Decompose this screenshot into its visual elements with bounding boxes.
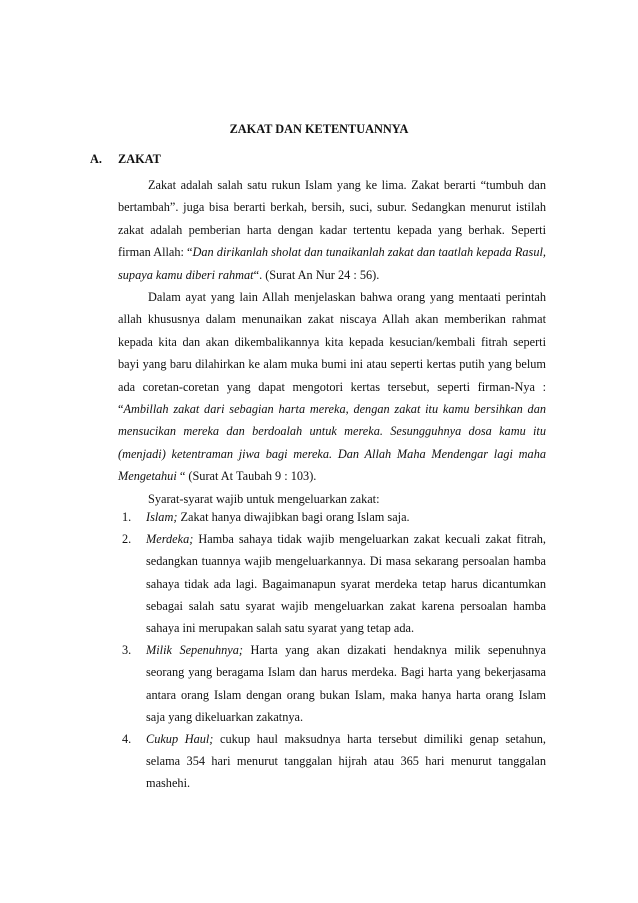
condition-term: Islam; [146, 510, 178, 524]
section-body [118, 174, 546, 510]
paragraph-conditions-intro: Syarat-syarat wajib untuk mengeluarkan zakat: [148, 491, 380, 506]
condition-text: Hamba sahaya tidak wajib mengeluarkan zakat kecuali zakat fitrah, sedangkan tuannya wajib mengeluarkannya. Di masa sekarang persoalan hamba sahaya tidak ada lagi. Bagaimanapun syarat merdeka tetap harus dicantumkan sebagai salah satu syarat wajib mengeluarkan zakat karena persoalan hamba sahaya ini merupakan salah satu syarat yang tetap ada. [146, 532, 546, 636]
quran-quote: Dan dirikanlah sholat dan tunaikanlah zakat dan taatlah kepada Rasul, supaya kamu diberi rahmat [118, 245, 546, 282]
condition-term: Merdeka; [146, 532, 194, 547]
paragraph-explanation [118, 286, 546, 488]
quote-citation: “. (Surat An Nur 24 : 56). [253, 267, 380, 282]
conditions-list [118, 506, 546, 795]
list-number: 3. [122, 643, 132, 658]
list-item [118, 528, 546, 639]
list-number: 4. [122, 732, 132, 747]
condition-term: Cukup Haul; [146, 732, 214, 747]
list-item [118, 506, 546, 528]
quran-quote: Ambillah zakat dari sebagian harta mereka, dengan zakat itu kamu bersihkan dan mensucikan mereka dan berdoalah untuk mereka. Sesungguhnya dosa kamu itu (menjadi) ketentraman jiwa bagi mereka. Dan Allah Maha Mendengar lagi maha Mengetahui [118, 402, 546, 484]
section-title: ZAKAT [118, 152, 161, 166]
quote-citation: “ (Surat At Taubah 9 : 103). [176, 469, 317, 484]
list-number: 2. [122, 532, 132, 547]
condition-text: cukup haul maksudnya harta tersebut dimiliki genap setahun, selama 354 hari menurut tanggalan hijrah atau 365 hari menurut tanggalan mashehi. [146, 732, 546, 791]
section-letter: A. [90, 152, 102, 166]
paragraph-text: Zakat adalah salah satu rukun Islam yang ke lima. Zakat berarti “tumbuh dan bertambah”. juga bisa berarti berkah, bersih, suci, subur. Sedangkan menurut istilah zakat adalah pemberian harta dengan kadar tertentu kepada yang berhak. Seperti firman Allah: “ [118, 178, 546, 260]
paragraph-definition [118, 174, 546, 286]
paragraph-text: Dalam ayat yang lain Allah menjelaskan bahwa orang yang mentaati perintah allah khususnya dalam menunaikan zakat niscaya Allah akan memberikan rahmat kepada kita dan akan dikembalikannya kita kepada kesucian/kembali fitrah seperti bayi yang baru dilahirkan ke alam muka bumi ini atau seperti kertas putih yang belum ada coretan-coretan yang dapat mengotori kertas tersebut, seperti firman-Nya : “ [118, 290, 546, 417]
condition-text: Harta yang akan dizakati hendaknya milik sepenuhnya seorang yang beragama Islam dan harus merdeka. Bagi harta yang bekerjasama antara orang Islam dengan orang bukan Islam, maka hanya harta orang Islam saja yang dikeluarkan zakatnya. [146, 643, 546, 724]
list-item [118, 728, 546, 795]
list-item [118, 639, 546, 728]
section-heading [90, 152, 161, 167]
condition-text: Zakat hanya diwajibkan bagi orang Islam saja. [177, 510, 410, 524]
list-number: 1. [122, 510, 132, 524]
document-title: ZAKAT DAN KETENTUANNYA [229, 122, 409, 136]
condition-term: Milik Sepenuhnya; [146, 643, 243, 658]
